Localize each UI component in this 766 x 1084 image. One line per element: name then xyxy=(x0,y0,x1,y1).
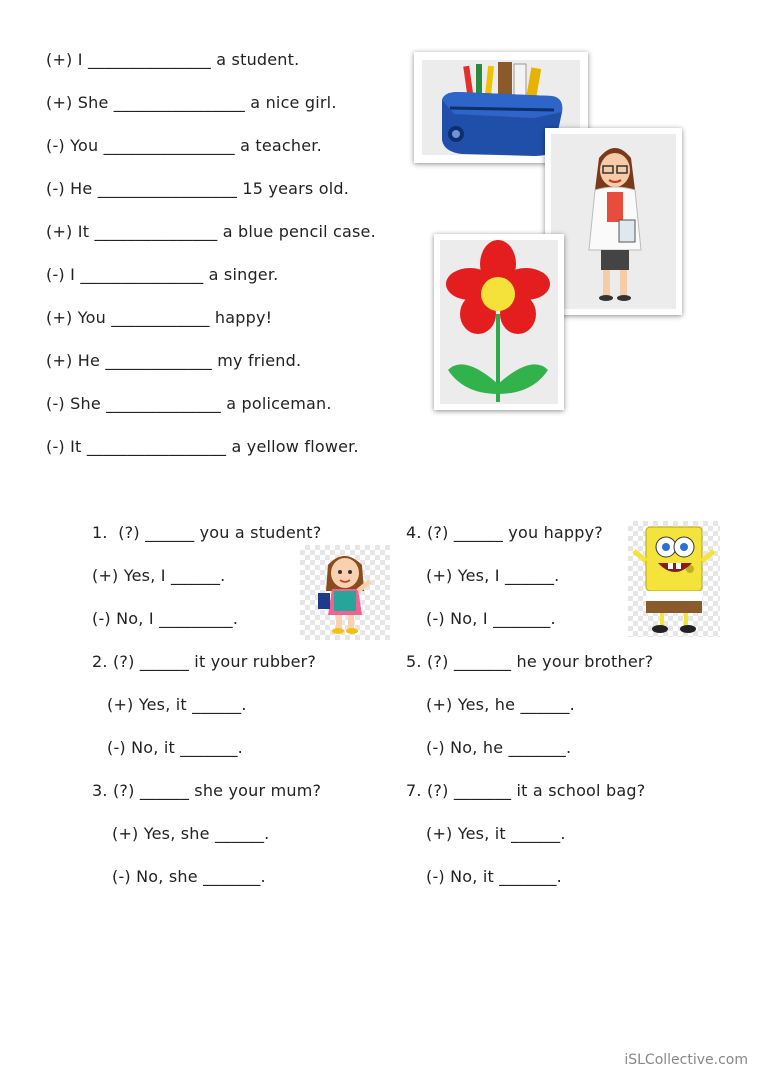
sentence-5: (+) It _______________ a blue pencil case. xyxy=(46,222,376,241)
answer-1-yes: (+) Yes, I ______. xyxy=(92,566,226,585)
answer-5-yes: (+) Yes, he ______. xyxy=(426,695,575,714)
sponge-character-image xyxy=(628,521,720,637)
question-1: 1. (?) ______ you a student? xyxy=(92,523,322,542)
question-7: 7. (?) _______ it a school bag? xyxy=(406,781,646,800)
answer-1-no: (-) No, I _________. xyxy=(92,609,239,628)
answer-2-yes: (+) Yes, it ______. xyxy=(107,695,247,714)
answer-4-no: (-) No, I _______. xyxy=(426,609,556,628)
answer-2-no: (-) No, it _______. xyxy=(107,738,243,757)
teacher-image xyxy=(545,128,682,315)
answer-7-yes: (+) Yes, it ______. xyxy=(426,824,566,843)
answer-4-yes: (+) Yes, I ______. xyxy=(426,566,560,585)
sentence-2: (+) She ________________ a nice girl. xyxy=(46,93,337,112)
sentence-8: (+) He _____________ my friend. xyxy=(46,351,302,370)
sentence-4: (-) He _________________ 15 years old. xyxy=(46,179,350,198)
sentence-6: (-) I _______________ a singer. xyxy=(46,265,279,284)
sentence-1: (+) I _______________ a student. xyxy=(46,50,300,69)
answer-7-no: (-) No, it _______. xyxy=(426,867,562,886)
girl-student-image xyxy=(300,545,390,640)
question-4: 4. (?) ______ you happy? xyxy=(406,523,604,542)
question-5: 5. (?) _______ he your brother? xyxy=(406,652,654,671)
question-2: 2. (?) ______ it your rubber? xyxy=(92,652,317,671)
question-3: 3. (?) ______ she your mum? xyxy=(92,781,322,800)
sentence-9: (-) She ______________ a policeman. xyxy=(46,394,332,413)
answer-5-no: (-) No, he _______. xyxy=(426,738,572,757)
answer-3-yes: (+) Yes, she ______. xyxy=(112,824,270,843)
watermark: iSLCollective.com xyxy=(624,1052,748,1068)
sentence-3: (-) You ________________ a teacher. xyxy=(46,136,322,155)
flower-image xyxy=(434,234,564,410)
sentence-7: (+) You ____________ happy! xyxy=(46,308,273,327)
answer-3-no: (-) No, she _______. xyxy=(112,867,266,886)
sentence-10: (-) It _________________ a yellow flower. xyxy=(46,437,359,456)
